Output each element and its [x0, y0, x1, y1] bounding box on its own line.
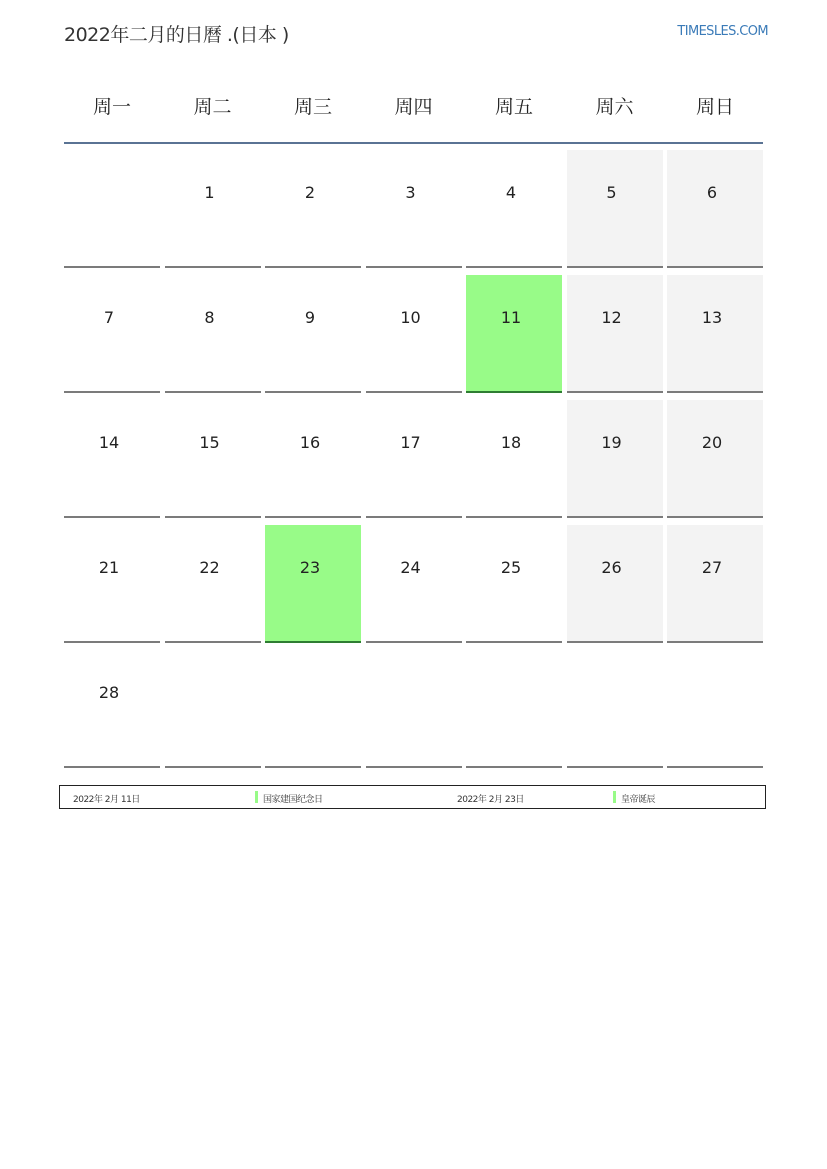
day-cell[interactable]	[667, 275, 763, 393]
legend-color-marker	[613, 791, 616, 803]
day-cell[interactable]	[567, 275, 663, 393]
day-cell[interactable]	[567, 150, 663, 268]
legend-date: 2022年 2月 11日	[73, 795, 140, 805]
day-number: 17	[400, 433, 421, 452]
weekday-wed: 周三	[293, 96, 332, 118]
day-cell[interactable]	[265, 150, 361, 268]
day-cell[interactable]	[466, 150, 562, 268]
day-number: 12	[601, 308, 622, 327]
day-number: 7	[103, 308, 115, 327]
weekday-sun: 周日	[695, 96, 734, 118]
day-number: 3	[405, 183, 416, 202]
legend-holiday-name: 皇帝诞辰	[621, 795, 656, 805]
weekday-fri: 周五	[494, 96, 533, 118]
day-cell[interactable]	[165, 150, 261, 268]
weekday-sat: 周六	[595, 96, 634, 118]
day-number: 1	[204, 183, 215, 202]
day-cell[interactable]	[667, 525, 763, 643]
day-cell[interactable]	[64, 650, 160, 768]
day-number: 10	[400, 308, 421, 327]
day-number: 19	[601, 433, 622, 452]
day-cell[interactable]	[265, 400, 361, 518]
day-cell[interactable]	[64, 400, 160, 518]
empty-day-cell	[165, 650, 261, 768]
day-number: 9	[304, 308, 316, 327]
day-number: 13	[701, 308, 723, 327]
day-number: 21	[98, 558, 120, 577]
day-cell[interactable]	[64, 525, 160, 643]
day-number: 15	[199, 433, 220, 452]
day-cell[interactable]	[366, 150, 462, 268]
day-number: 14	[98, 433, 120, 452]
day-number: 26	[601, 558, 622, 577]
day-number: 2	[304, 183, 316, 202]
day-number: 27	[701, 558, 723, 577]
day-number: 5	[606, 183, 617, 202]
day-number: 8	[204, 308, 215, 327]
day-number: 20	[701, 433, 723, 452]
day-number: 6	[706, 183, 718, 202]
day-number: 25	[500, 558, 522, 577]
day-number: 28	[98, 683, 120, 702]
day-number: 16	[299, 433, 321, 452]
day-cell[interactable]	[165, 400, 261, 518]
day-cell[interactable]	[667, 150, 763, 268]
day-cell[interactable]	[567, 525, 663, 643]
empty-day-cell	[667, 650, 763, 768]
empty-day-cell	[366, 650, 462, 768]
holiday-day-cell[interactable]	[466, 275, 562, 393]
day-cell[interactable]	[265, 275, 361, 393]
holiday-legend	[59, 785, 766, 809]
day-number: 24	[400, 558, 421, 577]
day-number: 11	[500, 308, 522, 327]
holiday-day-cell[interactable]	[265, 525, 361, 643]
empty-day-cell	[567, 650, 663, 768]
legend-holiday-name: 国家建国纪念日	[263, 795, 323, 805]
day-number: 22	[199, 558, 220, 577]
day-cell[interactable]	[64, 275, 160, 393]
day-cell[interactable]	[165, 275, 261, 393]
day-cell[interactable]	[366, 400, 462, 518]
empty-day-cell	[265, 650, 361, 768]
weekday-header-row	[64, 80, 763, 144]
day-cell[interactable]	[567, 400, 663, 518]
legend-color-marker	[255, 791, 258, 803]
weekday-thu: 周四	[394, 96, 433, 118]
empty-day-cell	[466, 650, 562, 768]
day-cell[interactable]	[366, 275, 462, 393]
day-cell[interactable]	[366, 525, 462, 643]
page-title: 2022年二月的日曆 .(日本 )	[64, 24, 289, 46]
day-cell[interactable]	[667, 400, 763, 518]
site-link[interactable]: TIMESLES.COM	[677, 24, 768, 39]
day-number: 4	[505, 183, 517, 202]
day-number: 23	[299, 558, 321, 577]
day-cell[interactable]	[466, 525, 562, 643]
legend-date: 2022年 2月 23日	[457, 795, 524, 805]
weekday-tue: 周二	[193, 96, 232, 118]
day-number: 18	[500, 433, 522, 452]
empty-day-cell	[64, 150, 160, 268]
day-cell[interactable]	[165, 525, 261, 643]
day-cell[interactable]	[466, 400, 562, 518]
weekday-mon: 周一	[92, 96, 131, 118]
